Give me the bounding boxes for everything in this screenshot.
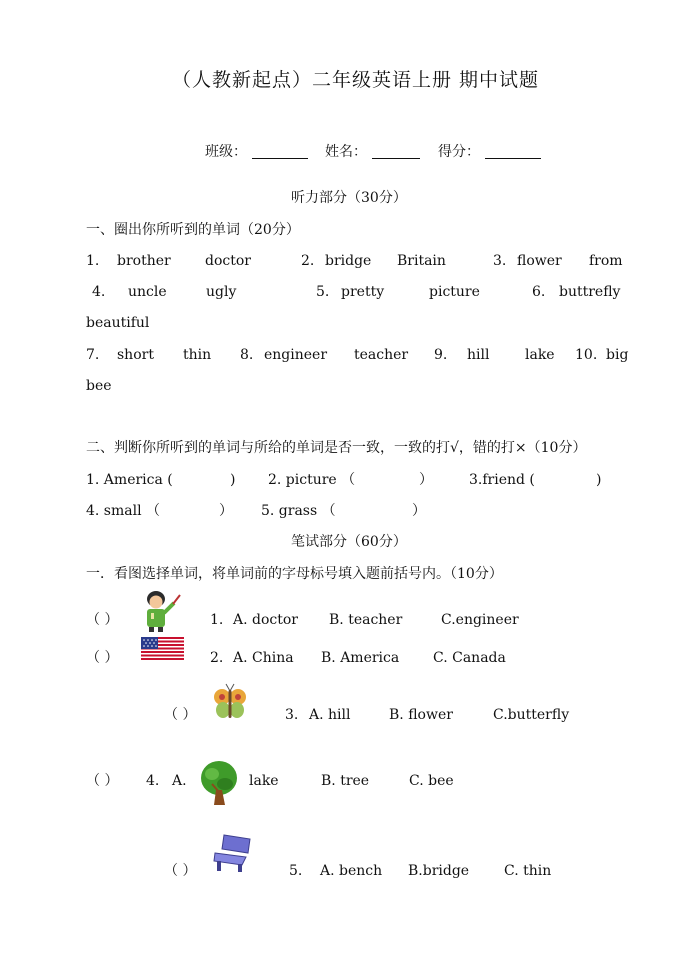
item-number: 1.: [210, 612, 224, 628]
bench-picture-icon: [212, 833, 252, 873]
choice-option[interactable]: B. flower: [389, 707, 453, 723]
word-option[interactable]: lake: [525, 347, 555, 363]
listening-header: 听力部分（30分）: [291, 190, 407, 206]
word-option[interactable]: beautiful: [86, 315, 150, 331]
word-option[interactable]: big: [606, 347, 629, 363]
choice-option[interactable]: C.engineer: [441, 612, 519, 628]
judge-answer-bracket[interactable]: ）: [419, 472, 433, 488]
word-option[interactable]: doctor: [205, 253, 251, 269]
judge-answer-bracket[interactable]: ): [230, 472, 236, 488]
item-number: 5.: [289, 863, 303, 879]
choice-option[interactable]: A. bench: [320, 863, 383, 879]
item-number: 3.: [493, 253, 507, 269]
judge-item-text: 1. America (: [86, 472, 173, 488]
choice-option[interactable]: C. bee: [409, 773, 454, 789]
choice-option[interactable]: B. tree: [321, 773, 370, 789]
written-q1-title: 一．看图选择单词，将单词前的字母标号填入题前括号内。（10分）: [86, 566, 503, 582]
judge-answer-bracket[interactable]: ）: [219, 503, 233, 519]
judge-item-text: 4. small （: [86, 503, 161, 519]
answer-bracket[interactable]: （ ）: [86, 773, 119, 789]
choice-option[interactable]: A. China: [233, 650, 294, 666]
choice-option[interactable]: A. doctor: [233, 612, 298, 628]
item-number: 5.: [316, 284, 330, 300]
us-flag-icon: [141, 637, 184, 660]
word-option[interactable]: bee: [86, 378, 112, 394]
choice-option[interactable]: B.bridge: [408, 863, 470, 879]
word-option[interactable]: bridge: [325, 253, 372, 269]
choice-option[interactable]: B. teacher: [329, 612, 403, 628]
word-option[interactable]: ugly: [206, 284, 237, 300]
judge-item-text: 5. grass （: [261, 503, 336, 519]
choice-option[interactable]: C.butterfly: [493, 707, 570, 723]
answer-bracket[interactable]: （ ）: [86, 612, 119, 628]
word-option[interactable]: Britain: [397, 253, 446, 269]
word-option[interactable]: teacher: [354, 347, 409, 363]
choice-option[interactable]: A.: [172, 773, 187, 789]
item-number: 10.: [575, 347, 598, 363]
word-option[interactable]: uncle: [128, 284, 167, 300]
item-number: 4.: [146, 773, 160, 789]
word-option[interactable]: buttrefly: [559, 284, 621, 300]
judge-item-text: 3.friend (: [469, 472, 535, 488]
answer-bracket[interactable]: （ ）: [164, 863, 197, 879]
name-field[interactable]: [372, 144, 420, 159]
judge-item-text: 2. picture （: [268, 472, 356, 488]
word-option[interactable]: flower: [517, 253, 562, 269]
item-number: 2.: [210, 650, 224, 666]
item-number: 1.: [86, 253, 100, 269]
judge-answer-bracket[interactable]: ）: [412, 503, 426, 519]
answer-bracket[interactable]: （ ）: [164, 707, 197, 723]
listening-q2-title: 二、判断你所听到的单词与所给的单词是否一致，一致的打√，错的打×（10分）: [86, 440, 587, 456]
choice-option[interactable]: C. Canada: [433, 650, 506, 666]
teacher-picture-icon: [140, 587, 182, 633]
word-option[interactable]: hill: [467, 347, 490, 363]
written-header: 笔试部分（60分）: [291, 534, 407, 550]
choice-option[interactable]: lake: [249, 773, 279, 789]
item-number: 4.: [92, 284, 106, 300]
word-option[interactable]: thin: [183, 347, 212, 363]
choice-option[interactable]: A. hill: [309, 707, 351, 723]
word-option[interactable]: engineer: [264, 347, 328, 363]
page-title: （人教新起点）二年级英语上册 期中试题: [172, 69, 540, 91]
score-field[interactable]: [485, 144, 541, 159]
word-option[interactable]: short: [117, 347, 154, 363]
choice-option[interactable]: C. thin: [504, 863, 552, 879]
choice-option[interactable]: B. America: [321, 650, 400, 666]
word-option[interactable]: from: [589, 253, 623, 269]
item-number: 3.: [285, 707, 299, 723]
item-number: 7.: [86, 347, 100, 363]
class-label: 班级：: [205, 144, 247, 160]
item-number: 6.: [532, 284, 546, 300]
item-number: 8.: [240, 347, 254, 363]
class-field[interactable]: [252, 144, 308, 159]
name-label: 姓名：: [325, 144, 367, 160]
judge-answer-bracket[interactable]: ): [596, 472, 602, 488]
item-number: 9.: [434, 347, 448, 363]
word-option[interactable]: brother: [117, 253, 171, 269]
butterfly-picture-icon: [212, 683, 248, 721]
score-label: 得分：: [438, 144, 480, 160]
listening-q1-title: 一、圈出你所听到的单词（20分）: [86, 222, 300, 238]
word-option[interactable]: picture: [429, 284, 480, 300]
item-number: 2.: [301, 253, 315, 269]
tree-picture-icon: [198, 760, 240, 808]
answer-bracket[interactable]: （ ）: [86, 650, 119, 666]
word-option[interactable]: pretty: [341, 284, 385, 300]
